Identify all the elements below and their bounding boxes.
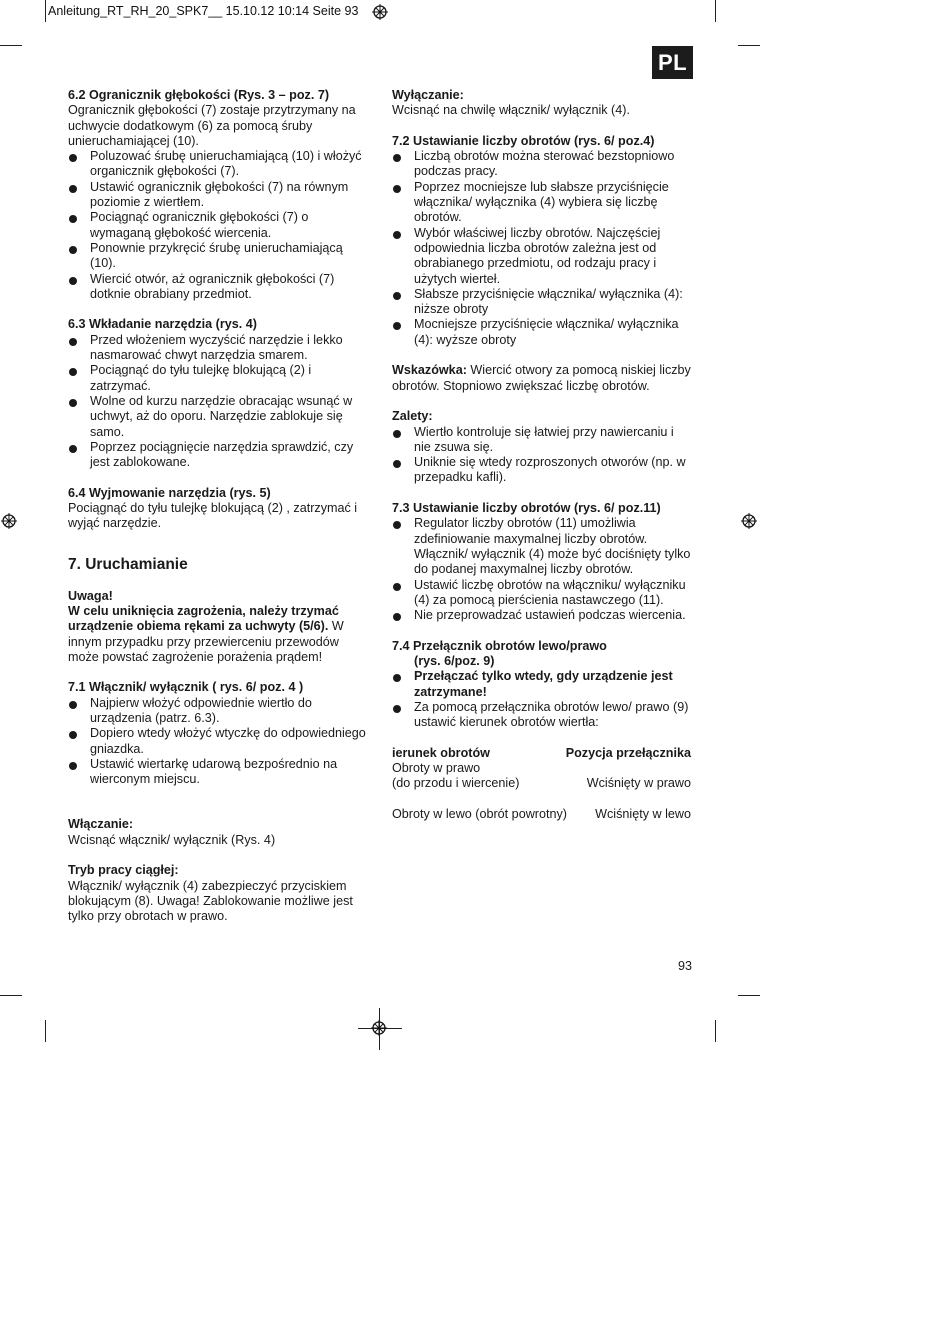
subheading: Tryb pracy ciągłej: xyxy=(68,863,179,878)
bullet-list xyxy=(68,333,373,471)
warning-heading: Uwaga! xyxy=(68,588,113,603)
table-cell: Obroty w prawo xyxy=(392,761,481,776)
section-7-3 xyxy=(392,501,697,623)
bullet-item: Słabsze przyciśnięcie włącznika/ wyłącznika (4): niższe obroty xyxy=(392,287,697,318)
right-column xyxy=(392,88,697,822)
section-6-2 xyxy=(68,88,373,302)
tip-block xyxy=(392,363,697,394)
bullet-list xyxy=(392,149,697,348)
table-header: Pozycja przełącznika xyxy=(565,745,691,760)
table-header: ierunek obrotów xyxy=(392,745,490,760)
text-line: Włącznik/ wyłącznik (4) zabezpieczyć przyciskiem xyxy=(68,878,347,893)
section-6-4 xyxy=(68,486,373,532)
print-header: Anleitung_RT_RH_20_SPK7__ 15.10.12 10:14 Seite 93 xyxy=(48,4,359,18)
section-7-4 xyxy=(392,639,697,731)
text-line: uchwycie dodatkowym (6) za pomocą śruby xyxy=(68,118,313,133)
table-cell: Wciśnięty w prawo xyxy=(586,776,691,791)
bullet-item: Dopiero wtedy włożyć wtyczkę do odpowiedniego gniazdka. xyxy=(68,726,373,757)
warning-text: urządzenie obiema rękami za uchwyty (5/6). W xyxy=(68,619,344,634)
section-heading: 6.2 Ogranicznik głębokości (Rys. 3 – poz. 7) xyxy=(68,88,330,102)
table-row xyxy=(392,807,691,822)
table-cell: Wciśnięty w lewo xyxy=(595,806,691,821)
crop-mark xyxy=(45,1020,46,1042)
text-line: wyjąć narzędzie. xyxy=(68,516,162,531)
text-line: blokującym (8). Uwaga! Zablokowanie możliwe jest xyxy=(68,893,353,908)
crop-mark xyxy=(0,995,22,996)
bullet-item: Nie przeprowadzać ustawień podczas wiercenia. xyxy=(392,608,697,623)
crop-mark xyxy=(0,45,22,46)
crop-mark xyxy=(715,1020,716,1042)
section-heading: 7.4 Przełącznik obrotów lewo/prawo xyxy=(392,638,607,653)
continuous-mode-block xyxy=(68,863,373,924)
subheading: Zalety: xyxy=(392,409,433,424)
text-line: unieruchamiającej (10). xyxy=(68,133,199,148)
bullet-item: Wiertło kontroluje się łatwiej przy nawiercaniu i nie zsuwa się. xyxy=(392,425,697,456)
warning-text: W celu uniknięcia zagrożenia, należy trzymać xyxy=(68,603,339,618)
text-line: obrotów. Stopniowo zwiększać liczbę obrotów. xyxy=(392,378,650,393)
registration-mark-icon xyxy=(1,513,17,529)
bullet-item: Ustawić liczbę obrotów na włączniku/ wyłączniku (4) za pomocą pierścienia nastawczego (11). xyxy=(392,578,697,609)
text-line: Pociągnąć do tyłu tulejkę blokującą (2) , zatrzymać i xyxy=(68,501,358,516)
section-6-3 xyxy=(68,317,373,470)
bullet-item: Wybór właściwej liczby obrotów. Najczęściej odpowiednia liczba obrotów zależna jest od obrabianego przedmiotu, od rodzaju pracy i użytych wierteł. xyxy=(392,226,697,287)
crop-mark xyxy=(45,0,46,22)
bullet-item: Poprzez mocniejsze lub słabsze przyciśnięcie włącznika/ wyłącznika (4) wybiera się liczbę obrotów. xyxy=(392,180,697,226)
section-heading: 6.4 Wyjmowanie narzędzia (rys. 5) xyxy=(68,485,271,500)
table-header-row xyxy=(392,746,691,761)
bullet-item: Pociągnąć do tyłu tulejkę blokującą (2) i zatrzymać. xyxy=(68,363,373,394)
advantages-block xyxy=(392,409,697,485)
crop-mark xyxy=(715,0,716,22)
subheading: Wyłączanie: xyxy=(392,88,464,102)
bullet-item: Mocniejsze przyciśnięcie włącznika/ wyłącznika (4): wyższe obroty xyxy=(392,317,697,348)
bullet-item: Ponownie przykręcić śrubę unieruchamiającą (10). xyxy=(68,241,373,272)
text-line: Wcisnąć na chwilę włącznik/ wyłącznik (4). xyxy=(392,103,630,118)
bullet-item: Ustawić ogranicznik głębokości (7) na równym poziomie z wiertłem. xyxy=(68,180,373,211)
bullet-item: Poprzez pociągnięcie narzędzia sprawdzić, czy jest zablokowane. xyxy=(68,440,373,471)
page-number: 93 xyxy=(678,959,693,973)
section-7-2 xyxy=(392,134,697,348)
table-cell: Obroty w lewo (obrót powrotny) xyxy=(392,806,567,821)
bullet-list xyxy=(392,669,697,730)
bullet-item: Ustawić wiertarkę udarową bezpośrednio na wierconym miejscu. xyxy=(68,757,373,788)
text-line: Wcisnąć włącznik/ wyłącznik (Rys. 4) xyxy=(68,832,276,847)
warning-block xyxy=(68,589,373,665)
section-heading: (rys. 6/poz. 9) xyxy=(414,653,495,668)
registration-mark-icon xyxy=(371,1020,387,1036)
switch-off-block xyxy=(392,88,697,119)
table-cell: (do przodu i wiercenie) xyxy=(392,776,520,791)
text-line: może powstać zagrożenie porażenia prądem! xyxy=(68,649,323,664)
bullet-list xyxy=(392,425,697,486)
bullet-item: Poluzować śrubę unieruchamiającą (10) i włożyć organicznik głębokości (7). xyxy=(68,149,373,180)
chapter-heading: 7. Uruchamianie xyxy=(68,555,188,573)
section-heading: 6.3 Wkładanie narzędzia (rys. 4) xyxy=(68,317,257,332)
bullet-list xyxy=(392,516,697,623)
table-row xyxy=(392,761,691,776)
bullet-item: Przełączać tylko wtedy, gdy urządzenie jest zatrzymane! xyxy=(392,669,697,700)
text-line: Ogranicznik głębokości (7) zostaje przytrzymany na xyxy=(68,103,356,118)
text-line: tylko przy obrotach w prawo. xyxy=(68,909,228,924)
bullet-item: Przed włożeniem wyczyścić narzędzie i lekko nasmarować chwyt narzędzia smarem. xyxy=(68,333,373,364)
bullet-list xyxy=(68,149,373,302)
crop-mark xyxy=(738,995,760,996)
section-heading: 7.3 Ustawianie liczby obrotów (rys. 6/ poz.11) xyxy=(392,501,661,516)
bullet-item: Wolne od kurzu narzędzie obracając wsunąć w uchwyt, aż do oporu. Narzędzie zablokuje się samo. xyxy=(68,394,373,440)
registration-mark-icon xyxy=(372,4,388,20)
section-heading: 7.2 Ustawianie liczby obrotów (rys. 6/ poz.4) xyxy=(392,133,655,148)
bullet-item: Wiercić otwór, aż ogranicznik głębokości (7) dotknie obrabiany przedmiot. xyxy=(68,272,373,303)
section-heading: 7.1 Włącznik/ wyłącznik ( rys. 6/ poz. 4 ) xyxy=(68,680,304,695)
table-row xyxy=(392,776,691,791)
bullet-item: Najpierw włożyć odpowiednie wiertło do urządzenia (patrz. 6.3). xyxy=(68,696,373,727)
switch-on-block xyxy=(68,817,373,848)
bullet-list xyxy=(68,696,373,788)
subheading: Włączanie: xyxy=(68,817,134,832)
bullet-item: Regulator liczby obrotów (11) umożliwia zdefiniowanie maxymalnej liczby obrotów. Włącznik/ wyłącznik (4) może być dociśnięty tylko do podanej maxymalnej liczby obrotów. xyxy=(392,516,697,577)
text-line: innym przypadku przy przewierceniu przewodów xyxy=(68,634,339,649)
registration-mark-icon xyxy=(741,513,757,529)
bullet-item: Za pomocą przełącznika obrotów lewo/ prawo (9) ustawić kierunek obrotów wiertła: xyxy=(392,700,697,731)
crop-mark xyxy=(738,45,760,46)
language-tag: PL xyxy=(652,46,693,79)
rotation-table xyxy=(392,746,691,822)
bullet-item: Pociągnąć ogranicznik głębokości (7) o wymaganą głębokość wiercenia. xyxy=(68,210,373,241)
bullet-item: Uniknie się wtedy rozproszonych otworów (np. w przepadku kafli). xyxy=(392,455,697,486)
left-column xyxy=(68,88,373,940)
tip-text: Wskazówka: Wiercić otwory za pomocą niskiej liczby xyxy=(392,363,691,378)
section-7-1 xyxy=(68,680,373,787)
bullet-item: Liczbą obrotów można sterować bezstopniowo podczas pracy. xyxy=(392,149,697,180)
